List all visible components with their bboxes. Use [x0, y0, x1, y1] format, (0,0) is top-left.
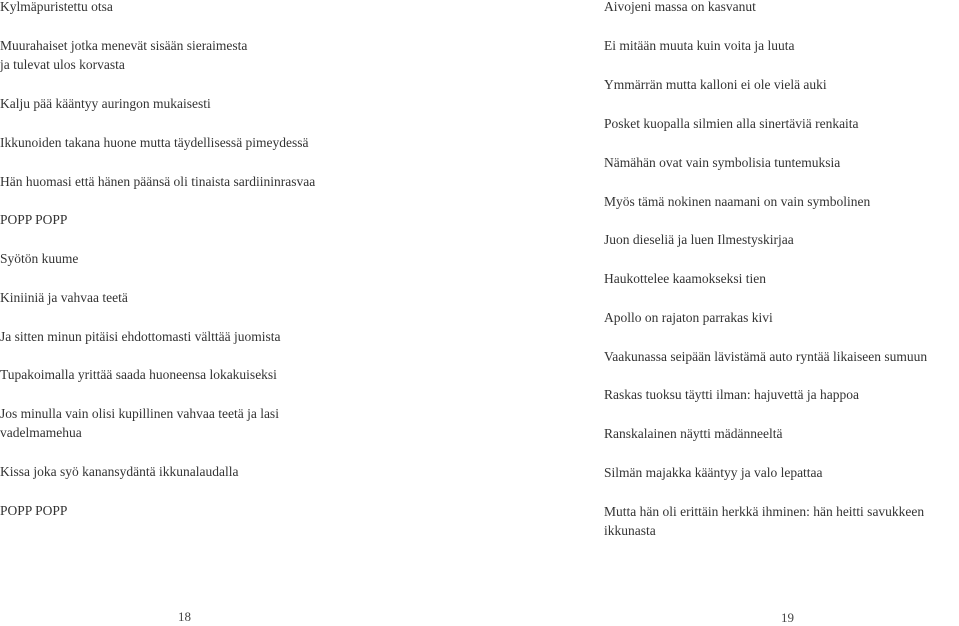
poem-line: ja tulevat ulos korvasta [0, 57, 125, 72]
poem-line: Myös tämä nokinen naamani on vain symbolinen [604, 194, 871, 209]
poem-line: Kylmäpuristettu otsa [0, 0, 113, 14]
poem-line: Muurahaiset jotka menevät sisään sieraimesta [0, 38, 248, 53]
poem-line: Ikkunoiden takana huone mutta täydellisessä pimeydessä [0, 135, 309, 150]
poem-line: Apollo on rajaton parrakas kivi [604, 310, 773, 325]
page-number-left: 18 [178, 609, 191, 624]
poem-line: Juon dieseliä ja luen Ilmestyskirjaa [604, 232, 794, 247]
poem-line: Mutta hän oli erittäin herkkä ihminen: hän heitti savukkeen [604, 504, 925, 519]
poem-line: Kissa joka syö kanansydäntä ikkunalaudalla [0, 464, 239, 479]
poem-line: Aivojeni massa on kasvanut [604, 0, 756, 14]
poem-line: Kalju pää kääntyy auringon mukaisesti [0, 96, 211, 111]
poem-line: Vaakunassa seipään lävistämä auto ryntää likaiseen sumuun [604, 349, 928, 364]
poem-line: Ymmärrän mutta kalloni ei ole vielä auki [604, 77, 827, 92]
poem-line: Ja sitten minun pitäisi ehdottomasti välttää juomista [0, 329, 281, 344]
poem-line: Haukottelee kaamokseksi tien [604, 271, 766, 286]
poem-line: POPP POPP [0, 503, 68, 518]
poem-line: Jos minulla vain olisi kupillinen vahvaa teetä ja lasi [0, 406, 279, 421]
poem-line: Ranskalainen näytti mädänneeltä [604, 426, 783, 441]
poem-line: Nämähän ovat vain symbolisia tuntemuksia [604, 155, 841, 170]
poem-line: Raskas tuoksu täytti ilman: hajuvettä ja happoa [604, 387, 859, 402]
poem-line: Tupakoimalla yrittää saada huoneensa lokakuiseksi [0, 367, 277, 382]
poem-line: Kiniiniä ja vahvaa teetä [0, 290, 128, 305]
poem-line: POPP POPP [0, 212, 68, 227]
page-number-right: 19 [781, 610, 794, 625]
poem-line: vadelmamehua [0, 425, 82, 440]
poem-line: Hän huomasi että hänen päänsä oli tinaista sardiininrasvaa [0, 174, 316, 189]
poem-line: Syötön kuume [0, 251, 79, 266]
right-page [604, 0, 959, 626]
poem-line: Silmän majakka kääntyy ja valo lepattaa [604, 465, 823, 480]
poem-line: Posket kuopalla silmien alla sinertäviä renkaita [604, 116, 859, 131]
poem-line: ikkunasta [604, 523, 656, 538]
poem-line: Ei mitään muuta kuin voita ja luuta [604, 38, 795, 53]
